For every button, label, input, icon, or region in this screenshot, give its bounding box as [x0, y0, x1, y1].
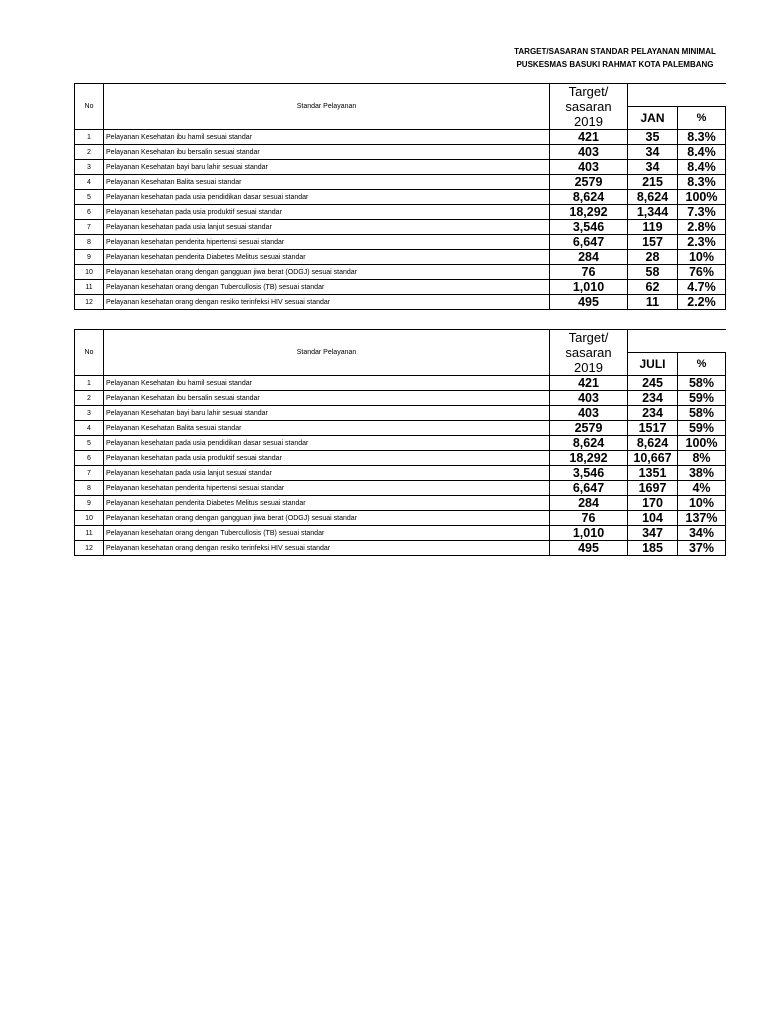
- header-no: No: [75, 330, 104, 376]
- cell-standar: Pelayanan Kesehatan Balita sesuai standar: [104, 421, 550, 436]
- cell-no: 1: [75, 130, 104, 145]
- table-row: [75, 421, 726, 436]
- cell-standar: Pelayanan kesehatan penderita hipertensi sesuai standar: [104, 235, 550, 250]
- cell-month: 35: [628, 130, 678, 145]
- cell-month: 58: [628, 265, 678, 280]
- cell-target: 421: [550, 376, 628, 391]
- cell-month: 1,344: [628, 205, 678, 220]
- header-standar: Standar Pelayanan: [104, 330, 550, 376]
- cell-percent: 58%: [678, 406, 726, 421]
- table-row: [75, 160, 726, 175]
- cell-percent: 8.4%: [678, 160, 726, 175]
- cell-no: 4: [75, 175, 104, 190]
- cell-percent: 8%: [678, 451, 726, 466]
- cell-target: 403: [550, 391, 628, 406]
- cell-percent: 8.3%: [678, 130, 726, 145]
- cell-no: 11: [75, 280, 104, 295]
- cell-percent: 4%: [678, 481, 726, 496]
- table-row: [75, 295, 726, 310]
- cell-no: 3: [75, 406, 104, 421]
- header-month: JAN: [628, 107, 678, 130]
- cell-month: 34: [628, 160, 678, 175]
- cell-target: 18,292: [550, 451, 628, 466]
- cell-no: 6: [75, 205, 104, 220]
- header-no: No: [75, 84, 104, 130]
- cell-target: 6,647: [550, 235, 628, 250]
- cell-percent: 34%: [678, 526, 726, 541]
- cell-percent: 58%: [678, 376, 726, 391]
- header-month: JULI: [628, 353, 678, 376]
- cell-standar: Pelayanan kesehatan pada usia produktif sesuai standar: [104, 451, 550, 466]
- header-target: Target/ sasaran 2019: [550, 330, 628, 376]
- cell-percent: 7.3%: [678, 205, 726, 220]
- cell-target: 76: [550, 265, 628, 280]
- cell-month: 234: [628, 391, 678, 406]
- cell-target: 8,624: [550, 190, 628, 205]
- cell-target: 284: [550, 496, 628, 511]
- table-row: [75, 406, 726, 421]
- table-row: [75, 145, 726, 160]
- cell-no: 11: [75, 526, 104, 541]
- cell-month: 11: [628, 295, 678, 310]
- cell-standar: Pelayanan kesehatan pada usia produktif sesuai standar: [104, 205, 550, 220]
- cell-standar: Pelayanan kesehatan penderita Diabetes Melitus sesuai standar: [104, 496, 550, 511]
- cell-month: 1517: [628, 421, 678, 436]
- cell-target: 403: [550, 145, 628, 160]
- cell-month: 10,667: [628, 451, 678, 466]
- cell-percent: 4.7%: [678, 280, 726, 295]
- cell-percent: 2.8%: [678, 220, 726, 235]
- header-target: Target/ sasaran 2019: [550, 84, 628, 130]
- header-blank: [628, 84, 726, 107]
- cell-month: 62: [628, 280, 678, 295]
- cell-standar: Pelayanan Kesehatan ibu bersalin sesuai standar: [104, 145, 550, 160]
- table-row: [75, 130, 726, 145]
- cell-percent: 76%: [678, 265, 726, 280]
- cell-percent: 37%: [678, 541, 726, 556]
- cell-standar: Pelayanan kesehatan pada usia pendidikan dasar sesuai standar: [104, 190, 550, 205]
- title-line-2: PUSKESMAS BASUKI RAHMAT KOTA PALEMBANG: [516, 60, 714, 69]
- header-percent: %: [678, 353, 726, 376]
- table-row: [75, 391, 726, 406]
- table-row: [75, 466, 726, 481]
- cell-target: 3,546: [550, 220, 628, 235]
- cell-target: 421: [550, 130, 628, 145]
- table-row: [75, 526, 726, 541]
- cell-month: 347: [628, 526, 678, 541]
- cell-no: 1: [75, 376, 104, 391]
- table-row: [75, 436, 726, 451]
- table-row: [75, 235, 726, 250]
- cell-percent: 8.3%: [678, 175, 726, 190]
- cell-no: 9: [75, 496, 104, 511]
- cell-percent: 2.3%: [678, 235, 726, 250]
- title-line-1: TARGET/SASARAN STANDAR PELAYANAN MINIMAL: [514, 47, 716, 56]
- cell-no: 6: [75, 451, 104, 466]
- cell-month: 34: [628, 145, 678, 160]
- cell-no: 7: [75, 466, 104, 481]
- cell-percent: 100%: [678, 190, 726, 205]
- cell-percent: 59%: [678, 391, 726, 406]
- cell-percent: 137%: [678, 511, 726, 526]
- cell-target: 1,010: [550, 280, 628, 295]
- cell-month: 170: [628, 496, 678, 511]
- cell-target: 495: [550, 295, 628, 310]
- cell-percent: 38%: [678, 466, 726, 481]
- table-jan: [74, 83, 726, 310]
- cell-target: 3,546: [550, 466, 628, 481]
- cell-standar: Pelayanan kesehatan orang dengan Tubercullosis (TB) sesuai standar: [104, 526, 550, 541]
- cell-standar: Pelayanan kesehatan orang dengan resiko terinfeksi HIV sesuai standar: [104, 295, 550, 310]
- cell-month: 245: [628, 376, 678, 391]
- cell-month: 1697: [628, 481, 678, 496]
- table-row: [75, 496, 726, 511]
- cell-no: 2: [75, 391, 104, 406]
- cell-target: 6,647: [550, 481, 628, 496]
- cell-no: 2: [75, 145, 104, 160]
- table-row: [75, 265, 726, 280]
- cell-month: 234: [628, 406, 678, 421]
- cell-month: 8,624: [628, 436, 678, 451]
- table-juli: [74, 329, 726, 556]
- cell-no: 5: [75, 436, 104, 451]
- table-row: [75, 541, 726, 556]
- cell-standar: Pelayanan kesehatan penderita Diabetes Melitus sesuai standar: [104, 250, 550, 265]
- cell-no: 8: [75, 235, 104, 250]
- cell-target: 284: [550, 250, 628, 265]
- cell-no: 10: [75, 265, 104, 280]
- cell-standar: Pelayanan kesehatan pada usia lanjut sesuai standar: [104, 466, 550, 481]
- cell-no: 9: [75, 250, 104, 265]
- cell-standar: Pelayanan kesehatan orang dengan gangguan jiwa berat (ODGJ) sesuai standar: [104, 265, 550, 280]
- cell-standar: Pelayanan kesehatan pada usia lanjut sesuai standar: [104, 220, 550, 235]
- table-row: [75, 220, 726, 235]
- cell-target: 8,624: [550, 436, 628, 451]
- cell-month: 1351: [628, 466, 678, 481]
- cell-standar: Pelayanan Kesehatan ibu hamil sesuai standar: [104, 376, 550, 391]
- cell-no: 7: [75, 220, 104, 235]
- cell-month: 185: [628, 541, 678, 556]
- cell-standar: Pelayanan kesehatan pada usia pendidikan dasar sesuai standar: [104, 436, 550, 451]
- table-row: [75, 205, 726, 220]
- cell-standar: Pelayanan Kesehatan ibu hamil sesuai standar: [104, 130, 550, 145]
- cell-no: 4: [75, 421, 104, 436]
- cell-month: 8,624: [628, 190, 678, 205]
- cell-percent: 10%: [678, 250, 726, 265]
- cell-percent: 59%: [678, 421, 726, 436]
- cell-percent: 2.2%: [678, 295, 726, 310]
- cell-percent: 100%: [678, 436, 726, 451]
- cell-month: 157: [628, 235, 678, 250]
- cell-no: 10: [75, 511, 104, 526]
- cell-standar: Pelayanan Kesehatan ibu bersalin sesuai standar: [104, 391, 550, 406]
- cell-no: 3: [75, 160, 104, 175]
- cell-month: 104: [628, 511, 678, 526]
- cell-no: 12: [75, 295, 104, 310]
- header-standar: Standar Pelayanan: [104, 84, 550, 130]
- table-row: [75, 280, 726, 295]
- cell-target: 1,010: [550, 526, 628, 541]
- table-row: [75, 250, 726, 265]
- cell-target: 495: [550, 541, 628, 556]
- cell-standar: Pelayanan kesehatan orang dengan gangguan jiwa berat (ODGJ) sesuai standar: [104, 511, 550, 526]
- cell-no: 5: [75, 190, 104, 205]
- cell-target: 2579: [550, 175, 628, 190]
- cell-target: 2579: [550, 421, 628, 436]
- cell-target: 76: [550, 511, 628, 526]
- cell-target: 18,292: [550, 205, 628, 220]
- table-row: [75, 511, 726, 526]
- table-row: [75, 451, 726, 466]
- header-percent: %: [678, 107, 726, 130]
- cell-standar: Pelayanan kesehatan penderita hipertensi sesuai standar: [104, 481, 550, 496]
- header-blank: [628, 330, 726, 353]
- cell-standar: Pelayanan Kesehatan Balita sesuai standar: [104, 175, 550, 190]
- table-row: [75, 190, 726, 205]
- cell-standar: Pelayanan Kesehatan bayi baru lahir sesuai standar: [104, 160, 550, 175]
- table-row: [75, 175, 726, 190]
- table-row: [75, 481, 726, 496]
- cell-month: 215: [628, 175, 678, 190]
- cell-standar: Pelayanan kesehatan orang dengan resiko terinfeksi HIV sesuai standar: [104, 541, 550, 556]
- cell-standar: Pelayanan kesehatan orang dengan Tubercullosis (TB) sesuai standar: [104, 280, 550, 295]
- cell-no: 12: [75, 541, 104, 556]
- cell-month: 28: [628, 250, 678, 265]
- cell-month: 119: [628, 220, 678, 235]
- cell-percent: 10%: [678, 496, 726, 511]
- cell-standar: Pelayanan Kesehatan bayi baru lahir sesuai standar: [104, 406, 550, 421]
- cell-target: 403: [550, 406, 628, 421]
- cell-target: 403: [550, 160, 628, 175]
- cell-percent: 8.4%: [678, 145, 726, 160]
- table-row: [75, 376, 726, 391]
- cell-no: 8: [75, 481, 104, 496]
